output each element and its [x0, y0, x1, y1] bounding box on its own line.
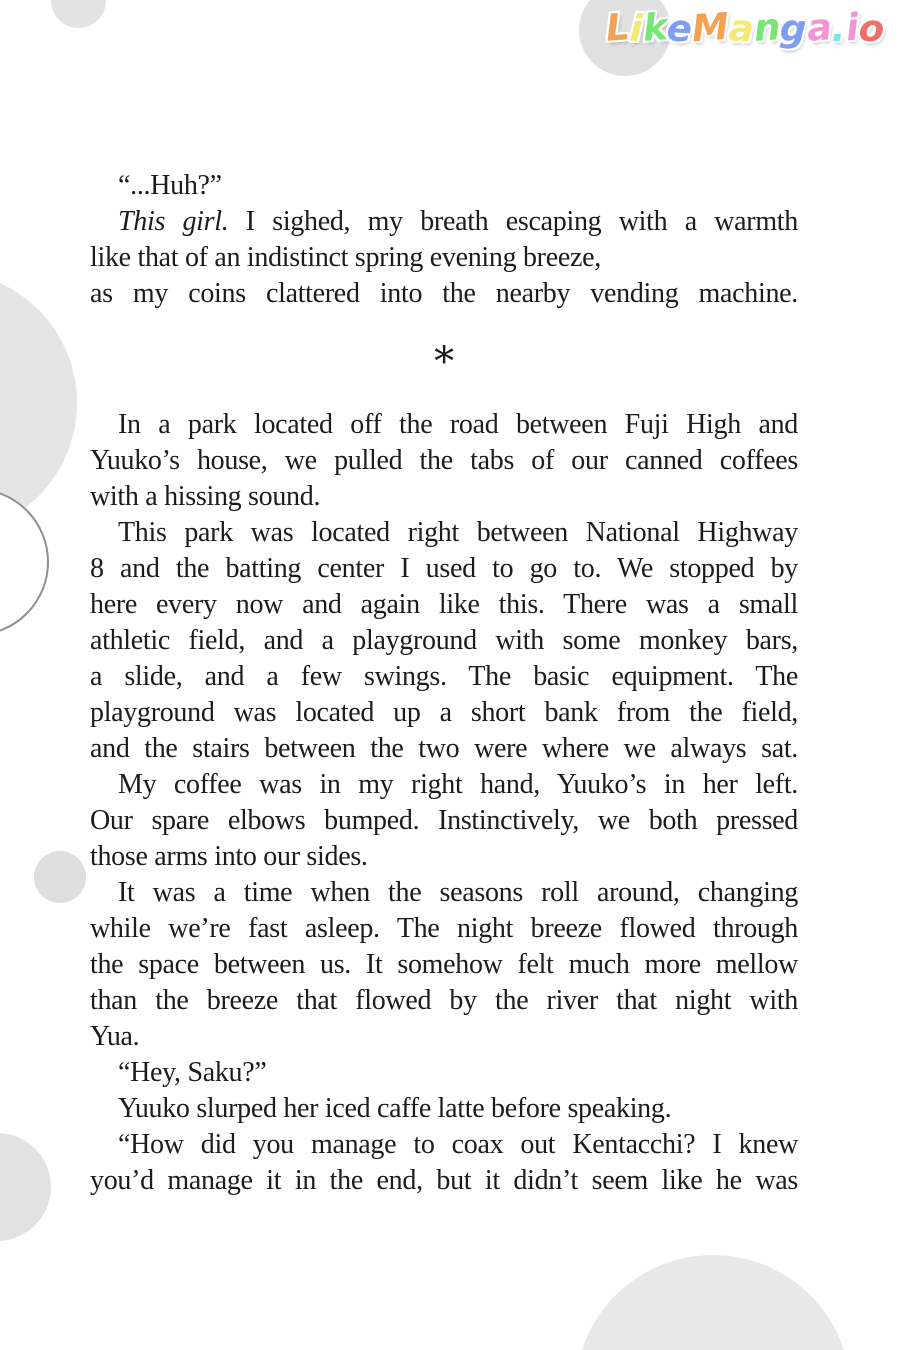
text-line: [90, 407, 798, 443]
logo-letter: a: [727, 6, 756, 51]
text-line: [90, 839, 798, 875]
text-segment: like that of an indistinct spring evening breeze,: [90, 242, 601, 273]
logo-letter: g: [779, 6, 808, 51]
decor-circle-bottom-right: [575, 1255, 851, 1350]
text-line: [90, 1019, 798, 1055]
logo-letter: k: [641, 5, 669, 50]
logo-letter: i: [844, 5, 861, 50]
text-segment: In a park located off the road between Fuji High and: [118, 409, 798, 440]
text-segment: as my coins clattered into the nearby vending machine.: [90, 278, 798, 309]
text-segment: It was a time when the seasons roll around, changing: [118, 877, 798, 908]
decor-circle-bottom-left: [0, 1133, 51, 1241]
text-line: [90, 443, 798, 479]
text-line: [90, 767, 798, 803]
text-line: [90, 240, 798, 276]
logo-letter: i: [628, 6, 644, 51]
logo-letter: e: [665, 6, 694, 51]
decor-circle-small-left: [34, 851, 86, 903]
text-segment: the space between us. It somehow felt much more mellow: [90, 949, 798, 980]
text-line: [90, 911, 798, 947]
text-line: [90, 551, 798, 587]
decor-ring-mid-left: [0, 488, 49, 636]
text-line: [90, 803, 798, 839]
text-segment: “...Huh?”: [118, 170, 222, 201]
text-line: [90, 623, 798, 659]
text-line: [90, 947, 798, 983]
text-segment: athletic field, and a playground with some monkey bars,: [90, 625, 798, 656]
text-segment: This park was located right between National Highway: [118, 517, 798, 548]
text-segment: here every now and again like this. There was a small: [90, 589, 798, 620]
text-line: [90, 695, 798, 731]
text-segment: 8 and the batting center I used to go to. We stopped by: [90, 553, 798, 584]
text-segment: you’d manage it in the end, but it didn’t seem like he was: [90, 1165, 798, 1196]
text-line: [90, 204, 798, 240]
scene-break-star: [90, 338, 798, 385]
text-line: [90, 1163, 798, 1199]
text-segment: I sighed, my breath escaping with a warmth: [228, 206, 798, 237]
decor-circle-mid-left: [0, 271, 77, 535]
italic-text: This girl.: [118, 206, 229, 237]
text-segment: and the stairs between the two were where we always sat.: [90, 733, 798, 764]
text-segment: a slide, and a few swings. The basic equipment. The: [90, 661, 798, 692]
text-segment: “How did you manage to coax out Kentacchi? I knew: [118, 1129, 798, 1160]
text-line: [90, 515, 798, 551]
text-segment: Yua.: [90, 1021, 140, 1052]
text-line: [90, 1127, 798, 1163]
text-segment: than the breeze that flowed by the river that night with: [90, 985, 798, 1016]
text-line: [90, 983, 798, 1019]
text-segment: My coffee was in my right hand, Yuuko’s in her left.: [118, 769, 798, 800]
logo-letter: L: [604, 5, 632, 50]
decor-circle-top-left: [51, 0, 106, 28]
logo-letter: .: [830, 6, 847, 51]
text-segment: with a hissing sound.: [90, 481, 321, 512]
text-line: [90, 276, 798, 312]
text-line: [90, 875, 798, 911]
logo-letter: a: [805, 5, 834, 50]
text-line: [90, 659, 798, 695]
text-segment: playground was located up a short bank from the field,: [90, 697, 798, 728]
star-glyph: *: [434, 339, 454, 385]
text-line: [90, 1091, 798, 1127]
site-logo[interactable]: [606, 6, 884, 49]
text-segment: “Hey, Saku?”: [118, 1057, 267, 1088]
text-segment: Yuuko’s house, we pulled the tabs of our canned coffees: [90, 445, 798, 476]
text-line: [90, 168, 798, 204]
text-segment: Our spare elbows bumped. Instinctively, we both pressed: [90, 805, 798, 836]
text-line: [90, 1055, 798, 1091]
logo-letter: n: [752, 5, 782, 50]
text-line: [90, 479, 798, 515]
text-line: [90, 731, 798, 767]
novel-page-text: [90, 168, 798, 1199]
text-segment: while we’re fast asleep. The night breeze flowed through: [90, 913, 798, 944]
text-segment: those arms into our sides.: [90, 841, 368, 872]
logo-letter: o: [857, 6, 886, 51]
logo-letter: M: [690, 4, 731, 51]
text-line: [90, 587, 798, 623]
text-segment: Yuuko slurped her iced caffe latte before speaking.: [118, 1093, 672, 1124]
